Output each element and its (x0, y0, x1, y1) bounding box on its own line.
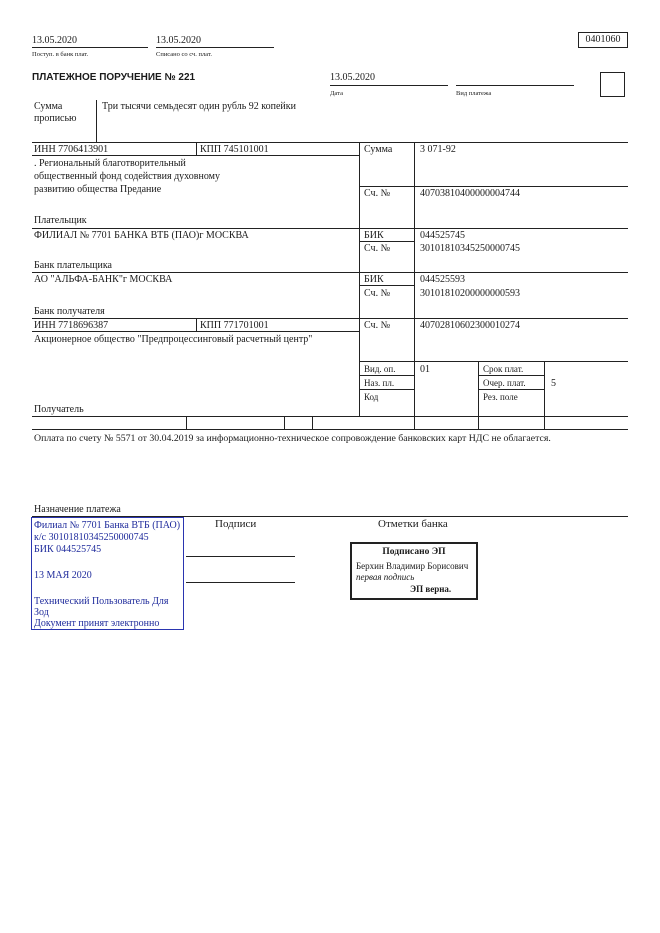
payee-name: Акционерное общество "Предпроцессинговый расчетный центр" (34, 334, 313, 345)
date-received-label: Поступ. в банк плат. (32, 51, 89, 58)
stamp-bik: БИК 044525745 (34, 544, 102, 555)
e-signature-title: Подписано ЭП (382, 547, 446, 557)
payee-label: Получатель (34, 404, 84, 415)
payer-bank-bik-value: 044525745 (420, 230, 465, 241)
payer-inn: ИНН 7706413901 (34, 144, 109, 155)
payee-inn: ИНН 7718696387 (34, 320, 109, 331)
page-title: ПЛАТЕЖНОЕ ПОРУЧЕНИЕ № 221 (32, 72, 196, 83)
divider (360, 186, 628, 187)
payer-name: . Региональный благотворительный (34, 158, 186, 169)
payer-bank-label: Банк плательщика (34, 260, 112, 271)
order-date-label: Дата (330, 90, 343, 97)
payee-kpp: КПП 771701001 (200, 320, 269, 331)
payer-kpp: КПП 745101001 (200, 144, 269, 155)
date-debited: 13.05.2020 (156, 35, 201, 46)
divider (32, 416, 628, 417)
term-label: Срок плат. (483, 364, 524, 374)
payee-bank-account-value: 30101810200000000593 (420, 288, 520, 299)
payee-bank-name: АО "АЛЬФА-БАНК"г МОСКВА (34, 274, 173, 285)
payee-account-label: Сч. № (364, 320, 391, 331)
date-debited-label: Списано со сч. плат. (156, 51, 212, 58)
bank-stamp (31, 517, 184, 630)
divider (478, 361, 479, 429)
op-type-value: 01 (420, 364, 430, 375)
payer-name: развитию общества Предание (34, 184, 162, 195)
stamp-user: Зод (34, 607, 49, 618)
divider (478, 375, 544, 376)
priority-value: 5 (551, 378, 556, 389)
stamp-accepted: Документ принят электронно (34, 618, 160, 629)
payer-bank-account-value: 30101810345250000745 (420, 243, 520, 254)
payee-bank-account-label: Сч. № (364, 288, 391, 299)
signature-line (186, 556, 295, 557)
divider (414, 142, 415, 429)
stamp-date: 13 МАЯ 2020 (34, 570, 92, 581)
divider (32, 47, 148, 48)
divider (32, 318, 628, 319)
divider (32, 429, 628, 430)
stamp-bank-name: Филиал № 7701 Банка ВТБ (ПАО) (34, 520, 181, 531)
e-signature-status: ЭП верна. (410, 584, 452, 594)
op-type-label: Вид. оп. (364, 364, 396, 374)
order-date: 13.05.2020 (330, 72, 375, 83)
payer-label: Плательщик (34, 215, 87, 226)
payer-bank-name: ФИЛИАЛ № 7701 БАНКА ВТБ (ПАО)г МОСКВА (34, 230, 249, 241)
signature-line (186, 582, 295, 583)
payment-type-box (600, 72, 625, 97)
amount-words-value: Три тысячи семьдесят один рубль 92 копейки (102, 101, 296, 112)
divider (359, 142, 360, 416)
priority-label: Очер. плат. (483, 378, 526, 388)
amount-words-label: прописью (34, 113, 77, 124)
divider (312, 416, 313, 429)
payee-bank-bik-label: БИК (364, 274, 384, 285)
sum-value: 3 071-92 (420, 144, 456, 155)
payment-purpose-label: Назначение платежа (34, 504, 121, 515)
e-signature-box (350, 542, 478, 600)
purpose-code-label: Наз. пл. (364, 378, 395, 388)
e-signature-role: первая подпись (356, 572, 415, 582)
divider (196, 318, 197, 331)
payment-type-label: Вид платежа (456, 90, 492, 97)
amount-words-label: Сумма (34, 101, 63, 112)
e-signature-signer: Берхин Владимир Борисович (356, 561, 469, 571)
sum-label: Сумма (364, 144, 393, 155)
signatures-label: Подписи (215, 518, 257, 530)
divider (156, 47, 274, 48)
stamp-user: Технический Пользователь Для (34, 596, 169, 607)
payment-purpose-text: Оплата по счету № 5571 от 30.04.2019 за информационно-техническое сопровождение банковских карт НДС не облагается. (34, 433, 551, 444)
divider (544, 361, 545, 429)
divider (360, 361, 628, 362)
payee-account-value: 40702810602300010274 (420, 320, 520, 331)
divider (32, 272, 628, 273)
divider (186, 416, 187, 429)
payer-account-value: 40703810400000004744 (420, 188, 520, 199)
divider (32, 228, 628, 229)
form-code: 0401060 (578, 32, 628, 48)
divider (330, 85, 448, 86)
payer-name: общественный фонд содействия духовному (34, 171, 221, 182)
divider (360, 375, 414, 376)
payee-bank-label: Банк получателя (34, 306, 105, 317)
divider (32, 142, 628, 143)
divider (478, 389, 544, 390)
payee-bank-bik-value: 044525593 (420, 274, 465, 285)
code-label: Код (364, 392, 379, 402)
stamp-corr-account: к/с 30101810345250000745 (34, 532, 149, 543)
payer-bank-bik-label: БИК (364, 230, 384, 241)
payer-account-label: Сч. № (364, 188, 391, 199)
divider (284, 416, 285, 429)
bank-marks-label: Отметки банка (378, 518, 448, 530)
payer-bank-account-label: Сч. № (364, 243, 391, 254)
divider (96, 100, 97, 142)
date-received: 13.05.2020 (32, 35, 77, 46)
divider (360, 389, 414, 390)
divider (456, 85, 574, 86)
reserve-label: Рез. поле (483, 392, 518, 402)
divider (196, 142, 197, 155)
